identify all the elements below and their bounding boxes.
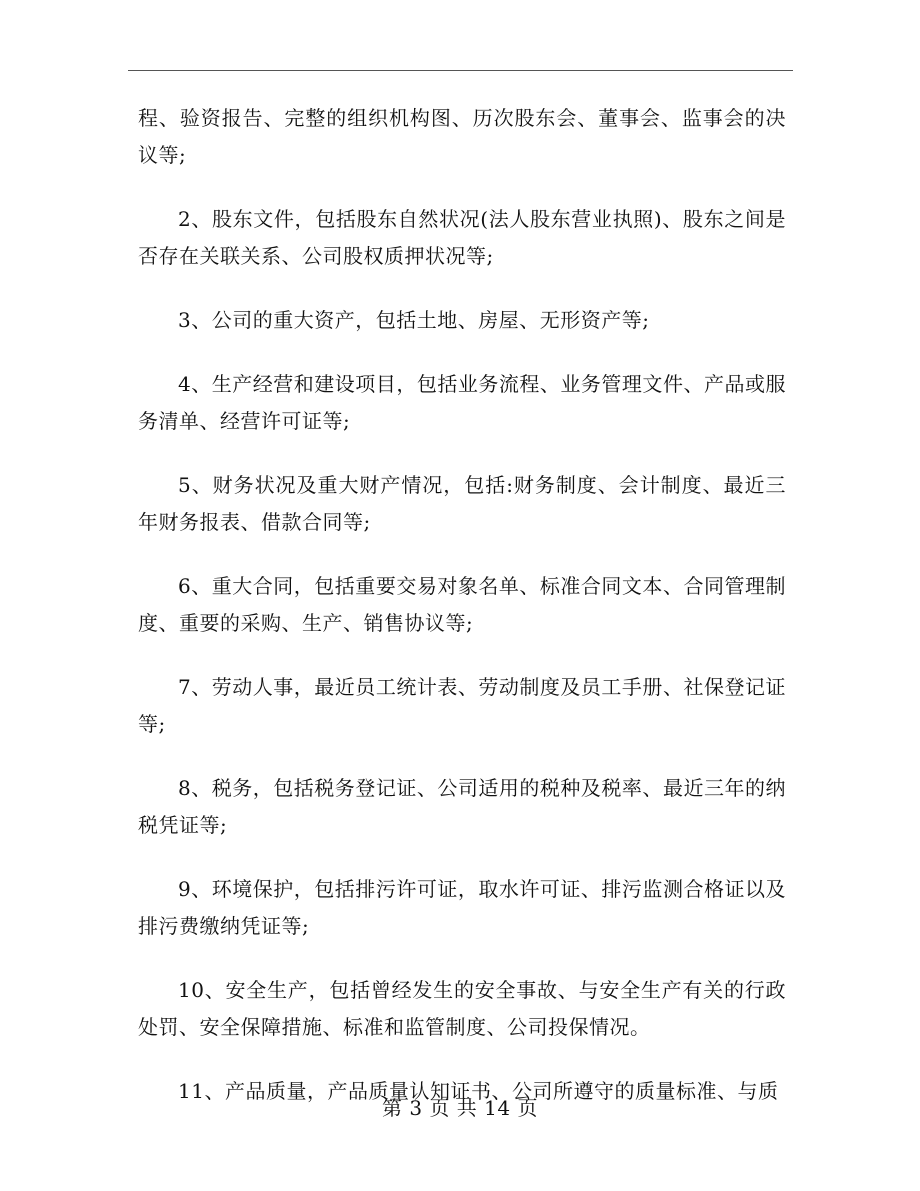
paragraph-1: 程、验资报告、完整的组织机构图、历次股东会、董事会、监事会的决议等; [138,106,786,167]
paragraph-10: 10、安全生产，包括曾经发生的安全事故、与安全生产有关的行政处罚、安全保障措施、标准和监管制度、公司投保情况。 [138,978,786,1039]
paragraph-11: 11、产品质量，产品质量认知证书、公司所遵守的质量标准、与质 [178,1079,779,1103]
paragraph-5: 5、财务状况及重大财产情况，包括:财务制度、会计制度、最近三年财务报表、借款合同等; [138,473,786,534]
paragraph-7: 7、劳动人事，最近员工统计表、劳动制度及员工手册、社保登记证等; [138,675,786,736]
paragraph-2: 2、股东文件，包括股东自然状况(法人股东营业执照)、股东之间是否存在关联关系、公司股权质押状况等; [138,207,786,268]
paragraph-9: 9、环境保护，包括排污许可证，取水许可证、排污监测合格证以及排污费缴纳凭证等; [138,877,786,938]
document-body [138,100,786,1137]
paragraph-8: 8、税务，包括税务登记证、公司适用的税种及税率、最近三年的纳税凭证等; [138,776,786,837]
paragraph-4: 4、生产经营和建设项目，包括业务流程、业务管理文件、产品或服务清单、经营许可证等; [138,372,786,433]
paragraph-3: 3、公司的重大资产，包括土地、房屋、无形资产等; [178,308,650,332]
paragraph-6: 6、重大合同，包括重要交易对象名单、标准合同文本、合同管理制度、重要的采购、生产、销售协议等; [138,574,786,635]
page-number-footer: 第 3 页 共 14 页 [382,1096,538,1120]
header-divider [128,70,793,71]
